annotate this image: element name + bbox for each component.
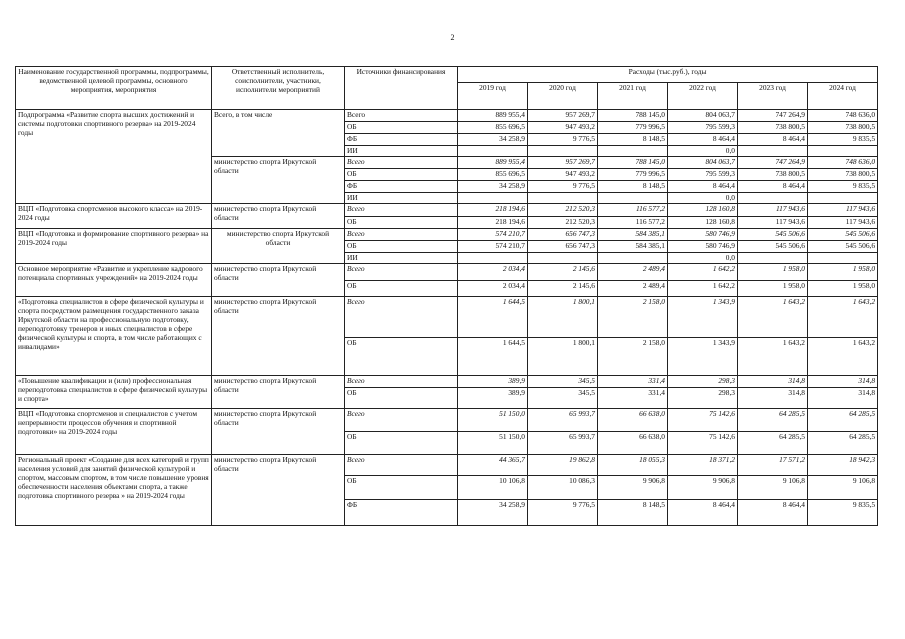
source-cell: ИИ bbox=[345, 146, 458, 157]
value-cell: 1 343,9 bbox=[668, 297, 738, 338]
value-cell: 345,5 bbox=[528, 376, 598, 388]
header-year: 2023 год bbox=[738, 83, 808, 110]
value-cell: 8 148,5 bbox=[598, 134, 668, 146]
value-cell: 128 160,8 bbox=[668, 204, 738, 217]
value-cell: 1 800,1 bbox=[528, 297, 598, 338]
value-cell: 389,9 bbox=[458, 376, 528, 388]
value-cell: 584 385,1 bbox=[598, 229, 668, 241]
value-cell: 331,4 bbox=[598, 376, 668, 388]
value-cell: 18 371,2 bbox=[668, 455, 738, 476]
value-cell: 2 158,0 bbox=[598, 338, 668, 376]
source-cell: Всего bbox=[345, 297, 458, 338]
value-cell: 117 943,6 bbox=[738, 204, 808, 217]
value-cell: 1 800,1 bbox=[528, 338, 598, 376]
value-cell: 10 086,3 bbox=[528, 476, 598, 500]
value-cell: 18 942,3 bbox=[808, 455, 878, 476]
value-cell: 64 285,5 bbox=[808, 432, 878, 455]
value-cell: 1 643,2 bbox=[808, 297, 878, 338]
value-cell: 314,8 bbox=[808, 388, 878, 409]
value-cell: 804 063,7 bbox=[668, 110, 738, 122]
value-cell: 738 800,5 bbox=[808, 122, 878, 134]
value-cell: 2 034,4 bbox=[458, 264, 528, 281]
budget-table bbox=[15, 66, 878, 526]
value-cell: 51 150,0 bbox=[458, 409, 528, 432]
value-cell bbox=[808, 193, 878, 204]
value-cell bbox=[598, 193, 668, 204]
header-source: Источники финансирования bbox=[345, 67, 458, 110]
source-cell: Всего bbox=[345, 409, 458, 432]
responsible-cell: Всего, в том числе bbox=[212, 110, 345, 157]
value-cell: 128 160,8 bbox=[668, 217, 738, 229]
value-cell: 51 150,0 bbox=[458, 432, 528, 455]
value-cell: 1 644,5 bbox=[458, 297, 528, 338]
value-cell: 34 258,9 bbox=[458, 181, 528, 193]
program-name-cell: «Подготовка специалистов в сфере физической культуры и спорта посредством размещения государственного заказа Иркутской области на профессиональную подготовку, переподготовку тренеров и иных специалистов в сфере физической культуры и спорта, в том числе работающих с инвалидами» bbox=[16, 297, 212, 376]
value-cell: 314,8 bbox=[738, 388, 808, 409]
value-cell: 2 489,4 bbox=[598, 281, 668, 297]
value-cell: 9 906,8 bbox=[668, 476, 738, 500]
value-cell bbox=[458, 146, 528, 157]
value-cell: 738 800,5 bbox=[808, 169, 878, 181]
value-cell: 218 194,6 bbox=[458, 217, 528, 229]
value-cell: 117 943,6 bbox=[808, 217, 878, 229]
value-cell: 545 506,6 bbox=[808, 241, 878, 253]
value-cell: 345,5 bbox=[528, 388, 598, 409]
value-cell: 2 145,6 bbox=[528, 281, 598, 297]
program-name-cell: Подпрограмма «Развитие спорта высших достижений и системы подготовки спортивного резерва» на 2019-2024 годы bbox=[16, 110, 212, 204]
value-cell: 574 210,7 bbox=[458, 241, 528, 253]
value-cell: 2 489,4 bbox=[598, 264, 668, 281]
value-cell: 8 464,4 bbox=[738, 500, 808, 526]
value-cell: 116 577,2 bbox=[598, 204, 668, 217]
value-cell: 9 776,5 bbox=[528, 181, 598, 193]
value-cell: 389,9 bbox=[458, 388, 528, 409]
value-cell: 1 343,9 bbox=[668, 338, 738, 376]
value-cell: 212 520,3 bbox=[528, 217, 598, 229]
value-cell: 947 493,2 bbox=[528, 169, 598, 181]
value-cell bbox=[808, 253, 878, 264]
source-cell: ОБ bbox=[345, 169, 458, 181]
source-cell: ИИ bbox=[345, 193, 458, 204]
value-cell: 584 385,1 bbox=[598, 241, 668, 253]
responsible-cell: министерство спорта Иркутской области bbox=[212, 229, 345, 264]
budget-body bbox=[16, 110, 878, 526]
value-cell: 957 269,7 bbox=[528, 110, 598, 122]
table-row bbox=[16, 455, 878, 476]
source-cell: Всего bbox=[345, 264, 458, 281]
value-cell: 1 642,2 bbox=[668, 281, 738, 297]
value-cell: 314,8 bbox=[808, 376, 878, 388]
value-cell bbox=[598, 253, 668, 264]
value-cell bbox=[738, 253, 808, 264]
value-cell: 747 264,9 bbox=[738, 157, 808, 169]
value-cell: 8 148,5 bbox=[598, 181, 668, 193]
table-row bbox=[16, 229, 878, 241]
value-cell bbox=[528, 193, 598, 204]
value-cell: 8 464,4 bbox=[668, 134, 738, 146]
table-row bbox=[16, 264, 878, 281]
value-cell: 545 506,6 bbox=[738, 241, 808, 253]
value-cell: 0,0 bbox=[668, 146, 738, 157]
table-row bbox=[16, 204, 878, 217]
source-cell: ОБ bbox=[345, 476, 458, 500]
value-cell: 748 636,0 bbox=[808, 157, 878, 169]
value-cell: 2 034,4 bbox=[458, 281, 528, 297]
value-cell: 804 063,7 bbox=[668, 157, 738, 169]
source-cell: ИИ bbox=[345, 253, 458, 264]
value-cell: 574 210,7 bbox=[458, 229, 528, 241]
value-cell: 8 148,5 bbox=[598, 500, 668, 526]
header-expenses: Расходы (тыс.руб.), годы bbox=[458, 67, 878, 83]
responsible-cell: министерство спорта Иркутской области bbox=[212, 264, 345, 297]
value-cell: 738 800,5 bbox=[738, 122, 808, 134]
value-cell: 8 464,4 bbox=[738, 181, 808, 193]
header-year: 2024 год bbox=[808, 83, 878, 110]
value-cell: 1 643,2 bbox=[808, 338, 878, 376]
value-cell: 75 142,6 bbox=[668, 409, 738, 432]
source-cell: ОБ bbox=[345, 241, 458, 253]
value-cell: 1 642,2 bbox=[668, 264, 738, 281]
source-cell: ОБ bbox=[345, 338, 458, 376]
table-row bbox=[16, 409, 878, 432]
value-cell: 656 747,3 bbox=[528, 229, 598, 241]
program-name-cell: ВЦП «Подготовка и формирование спортивного резерва» на 2019-2024 годы bbox=[16, 229, 212, 264]
source-cell: Всего bbox=[345, 204, 458, 217]
value-cell: 0,0 bbox=[668, 193, 738, 204]
page-number: 2 bbox=[450, 33, 455, 42]
table-row bbox=[16, 110, 878, 122]
value-cell: 75 142,6 bbox=[668, 432, 738, 455]
value-cell: 1 643,2 bbox=[738, 297, 808, 338]
value-cell: 788 145,0 bbox=[598, 157, 668, 169]
value-cell: 9 835,5 bbox=[808, 134, 878, 146]
value-cell: 117 943,6 bbox=[808, 204, 878, 217]
value-cell: 748 636,0 bbox=[808, 110, 878, 122]
value-cell: 779 996,5 bbox=[598, 122, 668, 134]
value-cell bbox=[808, 146, 878, 157]
value-cell: 779 996,5 bbox=[598, 169, 668, 181]
value-cell: 9 835,5 bbox=[808, 181, 878, 193]
source-cell: ОБ bbox=[345, 122, 458, 134]
value-cell: 2 145,6 bbox=[528, 264, 598, 281]
source-cell: ОБ bbox=[345, 388, 458, 409]
value-cell: 738 800,5 bbox=[738, 169, 808, 181]
value-cell: 9 906,8 bbox=[598, 476, 668, 500]
value-cell bbox=[458, 253, 528, 264]
value-cell: 8 464,4 bbox=[668, 500, 738, 526]
value-cell: 34 258,9 bbox=[458, 134, 528, 146]
value-cell: 66 638,0 bbox=[598, 409, 668, 432]
responsible-cell: министерство спорта Иркутской области bbox=[212, 455, 345, 526]
value-cell: 218 194,6 bbox=[458, 204, 528, 217]
header-year: 2022 год bbox=[668, 83, 738, 110]
header-year: 2021 год bbox=[598, 83, 668, 110]
value-cell bbox=[458, 193, 528, 204]
value-cell: 18 055,3 bbox=[598, 455, 668, 476]
table-row bbox=[16, 376, 878, 388]
value-cell: 9 106,8 bbox=[808, 476, 878, 500]
source-cell: Всего bbox=[345, 157, 458, 169]
value-cell: 1 958,0 bbox=[808, 281, 878, 297]
value-cell: 34 258,9 bbox=[458, 500, 528, 526]
value-cell: 65 993,7 bbox=[528, 409, 598, 432]
source-cell: ОБ bbox=[345, 217, 458, 229]
value-cell: 298,3 bbox=[668, 388, 738, 409]
program-name-cell: ВЦП «Подготовка спортсменов и специалистов с учетом непрерывности процессов обучения и спортивной подготовки» на 2019-2024 годы bbox=[16, 409, 212, 455]
value-cell: 889 955,4 bbox=[458, 110, 528, 122]
responsible-cell: министерство спорта Иркутской области bbox=[212, 376, 345, 409]
source-cell: Всего bbox=[345, 229, 458, 241]
responsible-cell: министерство спорта Иркутской области bbox=[212, 297, 345, 376]
value-cell: 947 493,2 bbox=[528, 122, 598, 134]
value-cell: 855 696,5 bbox=[458, 122, 528, 134]
value-cell bbox=[738, 146, 808, 157]
responsible-cell: министерство спорта Иркутской области bbox=[212, 157, 345, 204]
value-cell: 795 599,3 bbox=[668, 169, 738, 181]
value-cell: 66 638,0 bbox=[598, 432, 668, 455]
value-cell: 10 106,8 bbox=[458, 476, 528, 500]
value-cell: 656 747,3 bbox=[528, 241, 598, 253]
value-cell: 545 506,6 bbox=[738, 229, 808, 241]
value-cell: 1 958,0 bbox=[738, 264, 808, 281]
value-cell: 0,0 bbox=[668, 253, 738, 264]
header-year: 2020 год bbox=[528, 83, 598, 110]
responsible-cell: министерство спорта Иркутской области bbox=[212, 204, 345, 229]
program-name-cell: Региональный проект «Создание для всех категорий и групп населения условий для занятий физической культурой и спортом, массовым спортом, в том числе повышение уровня обеспеченности населения объектами спорта, а также подготовка спортивного резерва » на 2019-2024 годы bbox=[16, 455, 212, 526]
value-cell: 116 577,2 bbox=[598, 217, 668, 229]
value-cell: 65 993,7 bbox=[528, 432, 598, 455]
value-cell bbox=[738, 193, 808, 204]
value-cell: 8 464,4 bbox=[668, 181, 738, 193]
source-cell: ОБ bbox=[345, 432, 458, 455]
source-cell: Всего bbox=[345, 376, 458, 388]
value-cell: 64 285,5 bbox=[738, 432, 808, 455]
value-cell: 9 776,5 bbox=[528, 134, 598, 146]
value-cell: 331,4 bbox=[598, 388, 668, 409]
value-cell: 44 365,7 bbox=[458, 455, 528, 476]
value-cell bbox=[528, 253, 598, 264]
header-name: Наименование государственной программы, подпрограммы, ведомственной целевой программы, основного мероприятия, мероприятия bbox=[16, 67, 212, 110]
source-cell: ФБ bbox=[345, 500, 458, 526]
source-cell: ФБ bbox=[345, 181, 458, 193]
value-cell bbox=[598, 146, 668, 157]
value-cell: 64 285,5 bbox=[738, 409, 808, 432]
value-cell: 1 958,0 bbox=[738, 281, 808, 297]
value-cell: 117 943,6 bbox=[738, 217, 808, 229]
value-cell bbox=[528, 146, 598, 157]
value-cell: 9 776,5 bbox=[528, 500, 598, 526]
source-cell: Всего bbox=[345, 110, 458, 122]
source-cell: Всего bbox=[345, 455, 458, 476]
value-cell: 64 285,5 bbox=[808, 409, 878, 432]
value-cell: 17 571,2 bbox=[738, 455, 808, 476]
program-name-cell: Основное мероприятие «Развитие и укрепление кадрового потенциала спортивных учреждений» на 2019-2024 годы bbox=[16, 264, 212, 297]
responsible-cell: министерство спорта Иркутской области bbox=[212, 409, 345, 455]
program-name-cell: ВЦП «Подготовка спортсменов высокого класса» на 2019-2024 годы bbox=[16, 204, 212, 229]
value-cell: 212 520,3 bbox=[528, 204, 598, 217]
value-cell: 19 862,8 bbox=[528, 455, 598, 476]
value-cell: 8 464,4 bbox=[738, 134, 808, 146]
value-cell: 788 145,0 bbox=[598, 110, 668, 122]
program-name-cell: «Повышение квалификации и (или) профессиональная переподготовка специалистов в сфере физической культуры и спорта» bbox=[16, 376, 212, 409]
value-cell: 580 746,9 bbox=[668, 241, 738, 253]
value-cell: 314,8 bbox=[738, 376, 808, 388]
value-cell: 855 696,5 bbox=[458, 169, 528, 181]
value-cell: 957 269,7 bbox=[528, 157, 598, 169]
table-row bbox=[16, 297, 878, 338]
header-year: 2019 год bbox=[458, 83, 528, 110]
value-cell: 1 644,5 bbox=[458, 338, 528, 376]
value-cell: 298,3 bbox=[668, 376, 738, 388]
value-cell: 795 599,3 bbox=[668, 122, 738, 134]
header-responsible: Ответственный исполнитель, соисполнители, участники, исполнители мероприятий bbox=[212, 67, 345, 110]
source-cell: ФБ bbox=[345, 134, 458, 146]
value-cell: 9 835,5 bbox=[808, 500, 878, 526]
value-cell: 747 264,9 bbox=[738, 110, 808, 122]
value-cell: 9 106,8 bbox=[738, 476, 808, 500]
value-cell: 1 958,0 bbox=[808, 264, 878, 281]
value-cell: 545 506,6 bbox=[808, 229, 878, 241]
source-cell: ОБ bbox=[345, 281, 458, 297]
value-cell: 1 643,2 bbox=[738, 338, 808, 376]
value-cell: 889 955,4 bbox=[458, 157, 528, 169]
value-cell: 2 158,0 bbox=[598, 297, 668, 338]
value-cell: 580 746,9 bbox=[668, 229, 738, 241]
